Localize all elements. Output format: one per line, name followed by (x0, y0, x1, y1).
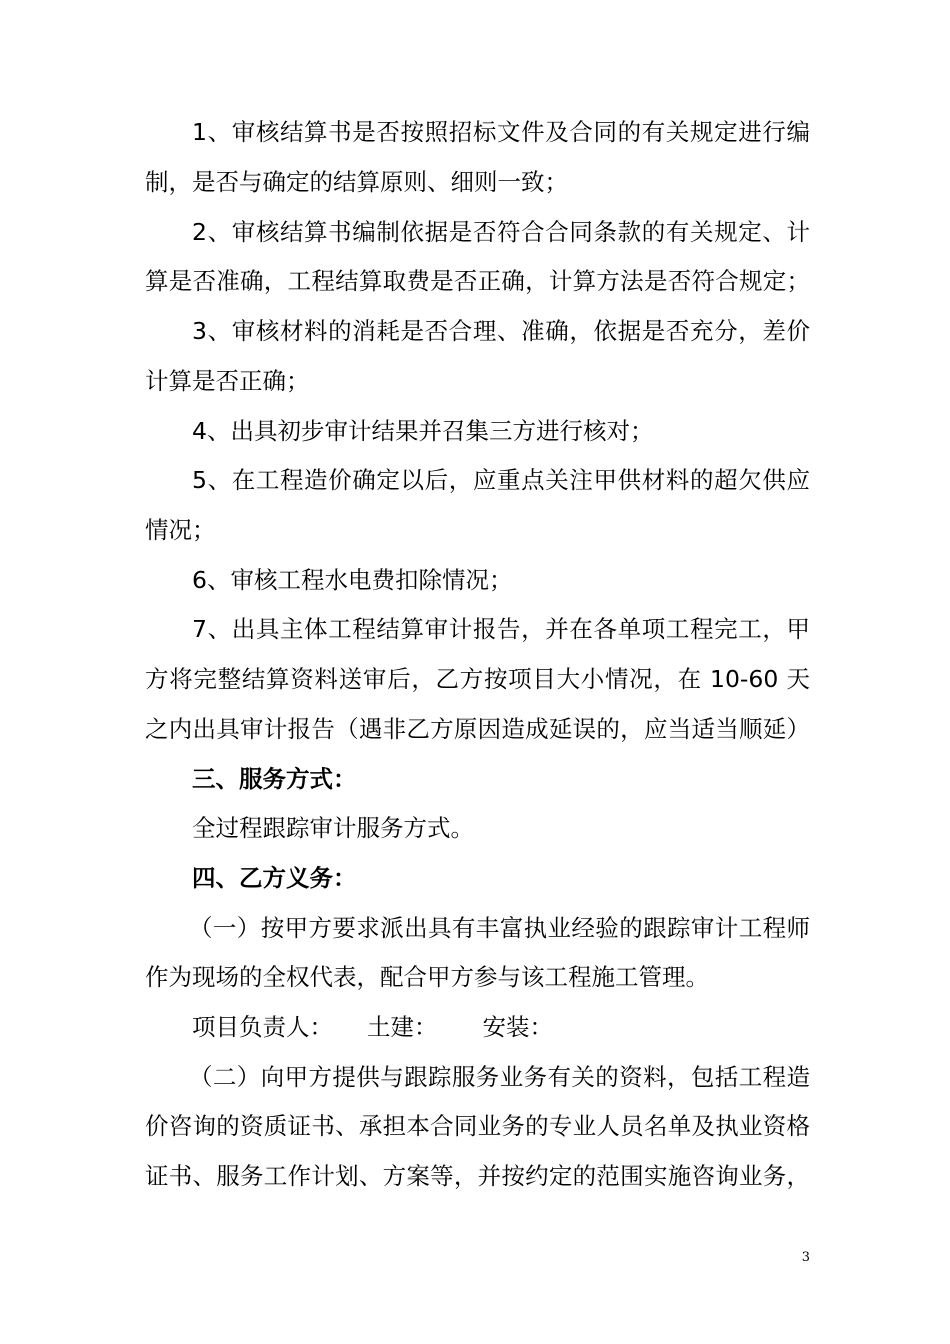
paragraph-line-1: 1、审核结算书是否按照招标文件及合同的有关规定进行编 (192, 118, 810, 146)
section-heading-party-b-obligations: 四、乙方义务： (192, 864, 357, 892)
paragraph-line-7: 4、出具初步审计结果并召集三方进行核对； (192, 417, 654, 445)
page-number: 3 (801, 1250, 810, 1265)
paragraph-line-6: 计算是否正确； (145, 367, 310, 395)
paragraph-line-15: 全过程跟踪审计服务方式。 (192, 814, 474, 842)
paragraph-line-10: 6、审核工程水电费扣除情况； (192, 566, 513, 594)
paragraph-line-12: 方将完整结算资料送审后，乙方按项目大小情况，在 10-60 天 (145, 665, 810, 693)
civil-label: 土建： (367, 1013, 438, 1041)
paragraph-line-3: 2、审核结算书编制依据是否符合合同条款的有关规定、计 (192, 218, 810, 246)
paragraph-line-5: 3、审核材料的消耗是否合理、准确，依据是否充分，差价 (192, 317, 810, 345)
paragraph-line-17: （一）按甲方要求派出具有丰富执业经验的跟踪审计工程师 (189, 914, 810, 942)
section-heading-service-method: 三、服务方式： (192, 765, 357, 793)
paragraph-line-4: 算是否准确，工程结算取费是否正确，计算方法是否符合规定； (145, 267, 810, 295)
installation-label: 安装： (482, 1013, 553, 1041)
paragraph-line-21: 价咨询的资质证书、承担本合同业务的专业人员名单及执业资格 (145, 1112, 810, 1140)
paragraph-line-2: 制，是否与确定的结算原则、细则一致； (145, 168, 568, 196)
paragraph-line-22: 证书、服务工作计划、方案等，并按约定的范围实施咨询业务， (145, 1162, 810, 1190)
paragraph-line-11: 7、出具主体工程结算审计报告，并在各单项工程完工，甲 (192, 615, 810, 643)
paragraph-line-8: 5、在工程造价确定以后，应重点关注甲供材料的超欠供应 (192, 466, 810, 494)
paragraph-line-13: 之内出具审计报告（遇非乙方原因造成延误的，应当适当顺延） (145, 715, 810, 743)
paragraph-line-20: （二）向甲方提供与跟踪服务业务有关的资料，包括工程造 (189, 1063, 810, 1091)
signature-fields (145, 1002, 810, 1052)
paragraph-line-9: 情况； (145, 516, 216, 544)
paragraph-line-18: 作为现场的全权代表，配合甲方参与该工程施工管理。 (145, 963, 709, 991)
project-lead-label: 项目负责人： (192, 1013, 333, 1041)
